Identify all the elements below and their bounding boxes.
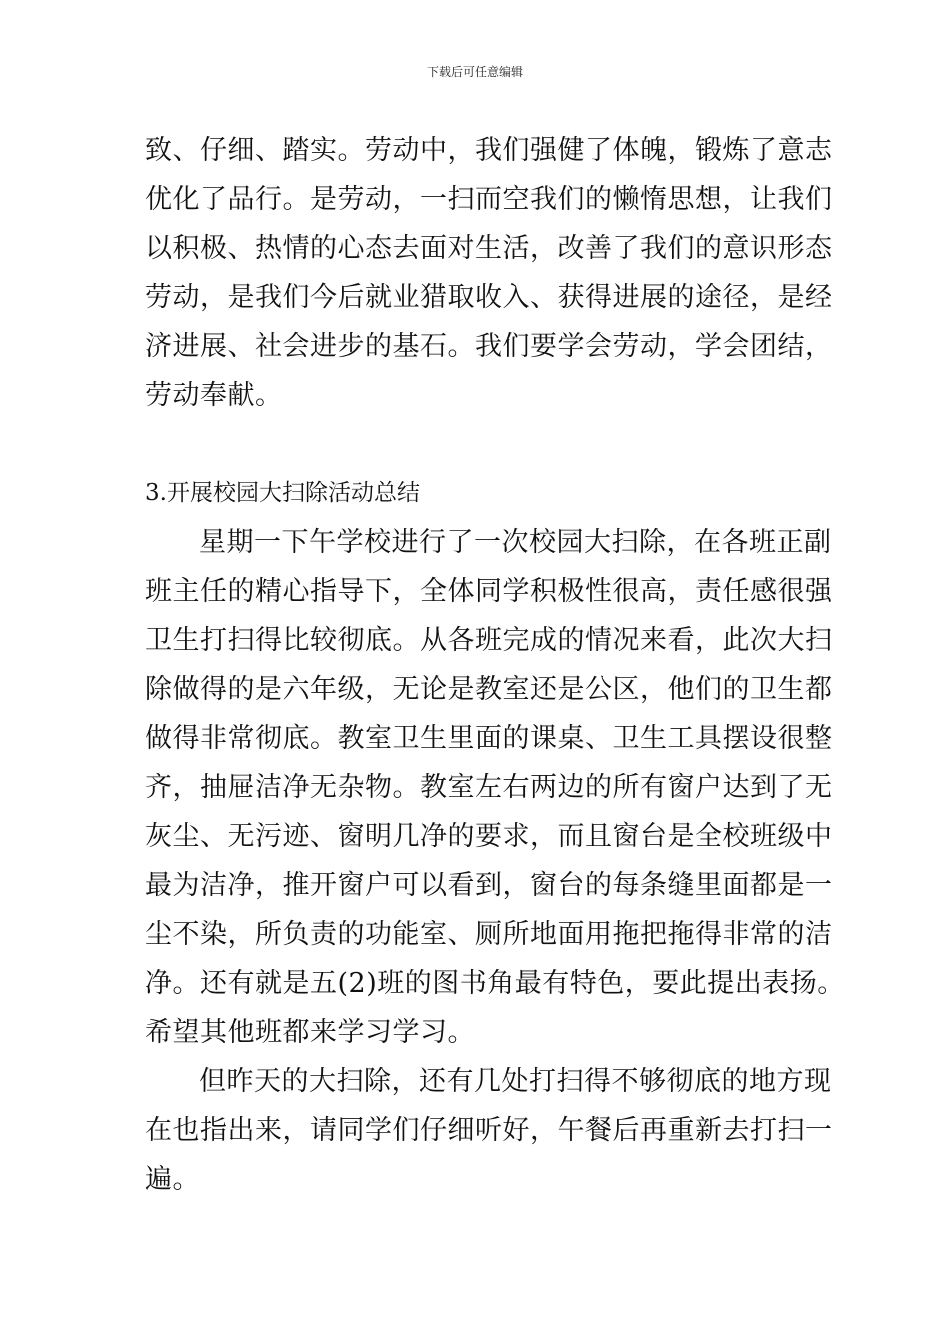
paragraph-cleanup-summary <box>145 518 845 1057</box>
paragraph-spacer <box>145 420 807 469</box>
text-line: 净。还有就是五(2)班的图书角最有特色，要此提出表扬。 <box>145 968 845 999</box>
text-line: 劳动，是我们今后就业猎取收入、获得进展的途径，是经 <box>145 282 833 313</box>
text-line: 但昨天的大扫除，还有几处打扫得不够彻底的地方现 <box>199 1066 832 1097</box>
section-heading: 3.开展校园大扫除活动总结 <box>145 480 420 506</box>
paragraph-remaining-issues <box>145 1057 833 1204</box>
text-line: 致、仔细、踏实。劳动中，我们强健了体魄，锻炼了意志 <box>145 135 833 166</box>
text-line: 最为洁净，推开窗户可以看到，窗台的每条缝里面都是一 <box>145 870 833 901</box>
document-body <box>145 126 845 1204</box>
text-line: 遍。 <box>145 1164 200 1195</box>
text-line: 卫生打扫得比较彻底。从各班完成的情况来看，此次大扫 <box>145 625 833 656</box>
text-line: 灰尘、无污迹、窗明几净的要求，而且窗台是全校班级中 <box>145 821 833 852</box>
text-line: 在也指出来，请同学们仔细听好，午餐后再重新去打扫一 <box>145 1115 833 1146</box>
text-line: 希望其他班都来学习学习。 <box>145 1017 475 1048</box>
text-line: 班主任的精心指导下，全体同学积极性很高，责任感很强 <box>145 576 833 607</box>
text-line: 以积极、热情的心态去面对生活，改善了我们的意识形态 <box>145 233 833 264</box>
text-line: 星期一下午学校进行了一次校园大扫除，在各班正副 <box>199 527 832 558</box>
paragraph-labor-conclusion <box>145 126 833 420</box>
text-line: 尘不染，所负责的功能室、厕所地面用拖把拖得非常的洁 <box>145 919 833 950</box>
text-line: 齐，抽屉洁净无杂物。教室左右两边的所有窗户达到了无 <box>145 772 833 803</box>
text-line: 除做得的是六年级，无论是教室还是公区，他们的卫生都 <box>145 674 833 705</box>
text-line: 济进展、社会进步的基石。我们要学会劳动，学会团结， <box>145 331 833 362</box>
page-header: 下载后可任意编辑 <box>426 65 523 79</box>
text-line: 优化了品行。是劳动，一扫而空我们的懒惰思想，让我们 <box>145 184 833 215</box>
text-line: 做得非常彻底。教室卫生里面的课桌、卫生工具摆设很整 <box>145 723 833 754</box>
text-line: 劳动奉献。 <box>145 380 283 411</box>
